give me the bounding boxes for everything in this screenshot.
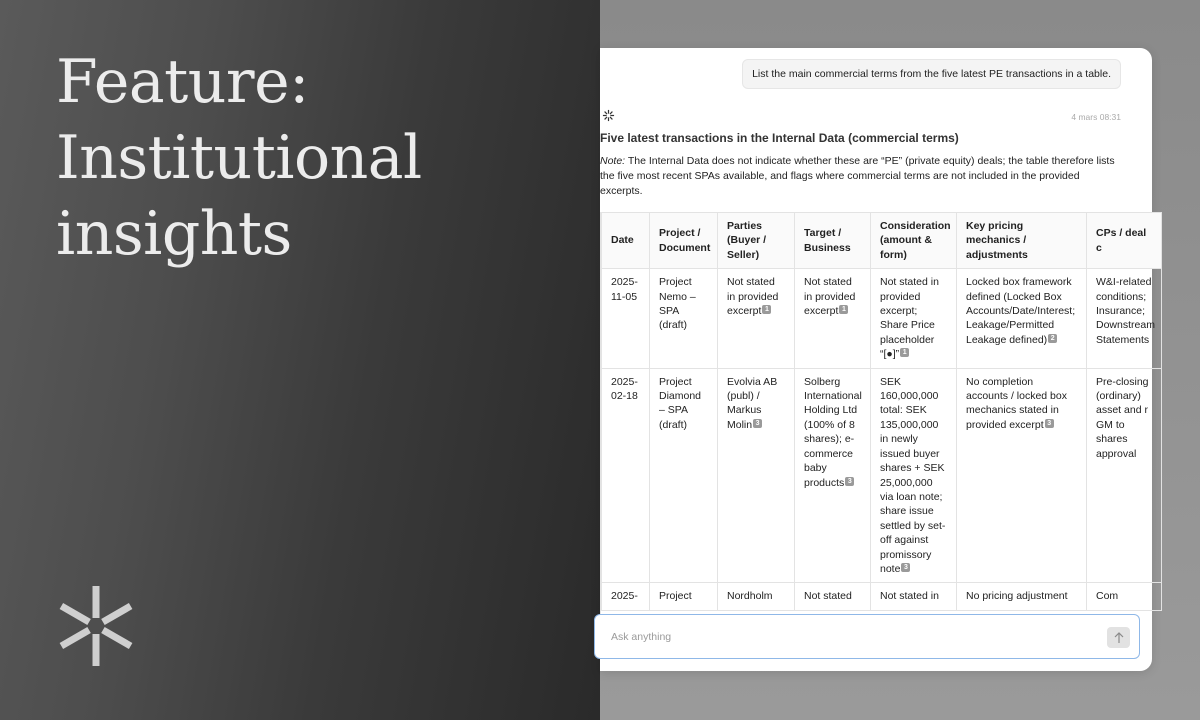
- citation-badge[interactable]: 3: [901, 563, 910, 572]
- table-cell: [1087, 269, 1162, 368]
- note-label: Note:: [600, 155, 626, 167]
- assistant-icon: [602, 109, 615, 122]
- table-cell: [602, 269, 650, 368]
- cell-text: Evolvia AB (publ) / Markus Molin: [727, 375, 778, 431]
- cell-text: Not stated: [804, 590, 852, 603]
- header-consideration: Consideration (amount & form): [871, 213, 957, 269]
- terms-table: [601, 212, 1162, 611]
- table-cell: [718, 368, 795, 583]
- citation-badge[interactable]: 2: [1048, 334, 1057, 343]
- cell-text: Pre-closing (ordinary) asset and r GM to shares approval: [1096, 375, 1149, 460]
- cell-text: Project: [659, 590, 692, 603]
- table-cell: [1087, 368, 1162, 583]
- cell-text: 2025-02-18: [611, 375, 638, 403]
- message-timestamp: 4 mars 08:31: [1071, 112, 1121, 122]
- cell-text: No completion accounts / locked box mechanics stated in provided excerpt: [966, 375, 1067, 431]
- citation-badge[interactable]: 1: [900, 348, 909, 357]
- feature-headline: [56, 44, 422, 272]
- table-cell: [957, 368, 1087, 583]
- brand-logo-icon: [56, 586, 136, 666]
- table-cell: [795, 368, 871, 583]
- cell-text: Project Diamond – SPA (draft): [659, 375, 702, 431]
- headline-line: insights: [56, 199, 292, 269]
- table-cell: [650, 583, 718, 610]
- header-target: Target / Business: [795, 213, 871, 269]
- cell-text: Locked box framework defined (Locked Box Accounts/Date/Interest; Leakage/Permitted Leakage defined): [966, 276, 1076, 346]
- table-row: [602, 368, 1162, 583]
- table-cell: [871, 269, 957, 368]
- table-cell: [871, 583, 957, 610]
- user-message: List the main commercial terms from the five latest PE transactions in a table.: [742, 59, 1121, 89]
- arrow-up-icon: [1114, 632, 1124, 644]
- citation-badge[interactable]: 3: [1045, 419, 1054, 428]
- header-parties: Parties (Buyer / Seller): [718, 213, 795, 269]
- chat-window: [600, 48, 1155, 671]
- cell-text: W&I-related conditions; Insurance; Downstream Statements: [1096, 276, 1155, 346]
- header-project: Project / Document: [650, 213, 718, 269]
- table-cell: [795, 269, 871, 368]
- table-cell: [957, 583, 1087, 610]
- table-row: [602, 583, 1162, 610]
- table-row: [602, 269, 1162, 368]
- cell-text: No pricing adjustment: [966, 590, 1068, 603]
- answer-note: [600, 154, 1122, 199]
- header-date: Date: [602, 213, 650, 269]
- answer-title: Five latest transactions in the Internal Data (commercial terms): [600, 131, 959, 145]
- send-button[interactable]: [1107, 627, 1130, 648]
- citation-badge[interactable]: 1: [762, 305, 771, 314]
- cell-text: 2025-11-05: [611, 276, 638, 303]
- cell-text: Not stated in provided excerpt: [804, 276, 856, 318]
- citation-badge[interactable]: 3: [845, 477, 854, 486]
- chat-input[interactable]: [611, 628, 1081, 646]
- note-text: The Internal Data does not indicate whether these are “PE” (private equity) deals; the table therefore lists the five most recent SPAs available, and flags where commercial terms are not included in the provided excerpts.: [600, 155, 1115, 197]
- cell-text: 2025-: [611, 590, 638, 603]
- header-pricing: Key pricing mechanics / adjustments: [957, 213, 1087, 269]
- header-cps: CPs / deal c: [1087, 213, 1162, 269]
- citation-badge[interactable]: 3: [753, 419, 762, 428]
- table-header-row: [602, 213, 1162, 269]
- table-cell: [602, 368, 650, 583]
- cell-text: Com: [1096, 590, 1119, 603]
- cell-text: Not stated in provided excerpt; Share Price placeholder “[●]”: [880, 276, 939, 361]
- table-cell: [871, 368, 957, 583]
- chat-composer: [594, 614, 1140, 659]
- table-cell: [795, 583, 871, 610]
- cell-text: Nordholm: [727, 590, 773, 603]
- table-cell: [602, 583, 650, 610]
- cell-text: Not stated in: [880, 590, 939, 603]
- table-cell: [650, 368, 718, 583]
- table-cell: [957, 269, 1087, 368]
- cell-text: Solberg International Holding Ltd (100% of 8 shares); e-commerce baby products: [804, 375, 862, 489]
- headline-line: Feature:: [56, 47, 309, 117]
- cell-text: SEK 160,000,000 total: SEK 135,000,000 in newly issued buyer shares + SEK 25,000,000 via loan note; share issue settled by set-off against promissory note: [880, 375, 946, 575]
- table-cell: [650, 269, 718, 368]
- table-cell: [718, 583, 795, 610]
- citation-badge[interactable]: 1: [839, 305, 848, 314]
- cell-text: Not stated in provided excerpt: [727, 276, 779, 318]
- cell-text: Project Nemo – SPA (draft): [659, 276, 696, 332]
- headline-line: Institutional: [56, 123, 422, 193]
- table-cell: [1087, 583, 1162, 610]
- terms-table-container[interactable]: [600, 212, 1155, 614]
- table-cell: [718, 269, 795, 368]
